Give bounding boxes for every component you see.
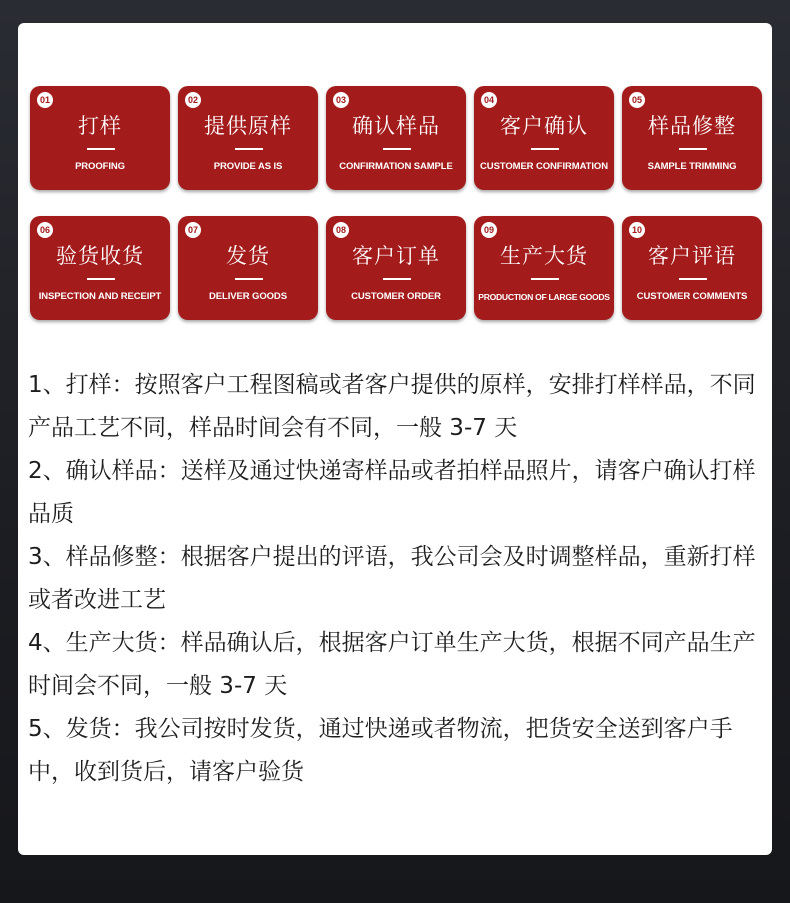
step-number-badge: 09 (481, 222, 497, 238)
step-divider (383, 278, 411, 280)
step-title: 打样 (78, 114, 122, 138)
step-divider (87, 148, 115, 150)
step-english-label: SAMPLE TRIMMING (647, 161, 737, 172)
step-title: 客户订单 (352, 244, 440, 268)
step-customer-comments (622, 216, 762, 320)
content-card (18, 23, 772, 855)
step-deliver-goods (178, 216, 318, 320)
step-number-badge: 06 (37, 222, 53, 238)
step-title: 验货收货 (56, 244, 144, 268)
step-title: 客户评语 (648, 244, 736, 268)
step-title: 提供原样 (204, 114, 292, 138)
step-sample-trimming (622, 86, 762, 190)
step-english-label: PROVIDE AS IS (213, 161, 283, 172)
step-divider (87, 278, 115, 280)
step-confirmation-sample (326, 86, 466, 190)
step-number-badge: 07 (185, 222, 201, 238)
step-customer-confirmation (474, 86, 614, 190)
step-english-label: CUSTOMER ORDER (351, 291, 441, 302)
step-production-of-large-goods (474, 216, 614, 320)
step-title: 确认样品 (352, 114, 440, 138)
step-divider (679, 278, 707, 280)
step-divider (235, 148, 263, 150)
step-number-badge: 10 (629, 222, 645, 238)
step-divider (531, 278, 559, 280)
step-number-badge: 08 (333, 222, 349, 238)
step-english-label: PROOFING (75, 161, 125, 172)
step-title: 样品修整 (648, 114, 736, 138)
step-customer-order (326, 216, 466, 320)
step-title: 客户确认 (500, 114, 588, 138)
description-item-5: 5、发货：我公司按时发货，通过快递或者物流，把货安全送到客户手中，收到货后，请客户验货 (28, 716, 733, 785)
step-inspection-and-receipt (30, 216, 170, 320)
step-english-label: INSPECTION AND RECEIPT (38, 291, 162, 302)
step-english-label: CUSTOMER COMMENTS (636, 291, 748, 302)
step-provide-as-is (178, 86, 318, 190)
step-divider (531, 148, 559, 150)
step-number-badge: 03 (333, 92, 349, 108)
process-steps-grid (30, 86, 762, 346)
description-item-4: 4、生产大货：样品确认后，根据客户订单生产大货，根据不同产品生产时间会不同，一般 3-7 天 (28, 630, 756, 699)
step-number-badge: 04 (481, 92, 497, 108)
step-title: 生产大货 (500, 244, 588, 268)
steps-row-2 (30, 216, 762, 320)
step-divider (383, 148, 411, 150)
step-english-label: DELIVER GOODS (209, 291, 287, 302)
step-number-badge: 05 (629, 92, 645, 108)
step-english-label: PRODUCTION OF LARGE GOODS (478, 292, 610, 302)
step-title: 发货 (226, 244, 270, 268)
step-english-label: CUSTOMER CONFIRMATION (480, 161, 608, 172)
description-item-1: 1、打样：按照客户工程图稿或者客户提供的原样，安排打样样品，不同产品工艺不同，样品时间会有不同，一般 3-7 天 (28, 372, 756, 441)
process-description (28, 364, 768, 794)
step-divider (235, 278, 263, 280)
step-proofing (30, 86, 170, 190)
step-number-badge: 02 (185, 92, 201, 108)
steps-row-1 (30, 86, 762, 190)
step-divider (679, 148, 707, 150)
step-number-badge: 01 (37, 92, 53, 108)
description-item-2: 2、确认样品：送样及通过快递寄样品或者拍样品照片，请客户确认打样品质 (28, 458, 756, 527)
step-english-label: CONFIRMATION SAMPLE (339, 161, 453, 172)
description-item-3: 3、样品修整：根据客户提出的评语，我公司会及时调整样品，重新打样或者改进工艺 (28, 544, 756, 613)
